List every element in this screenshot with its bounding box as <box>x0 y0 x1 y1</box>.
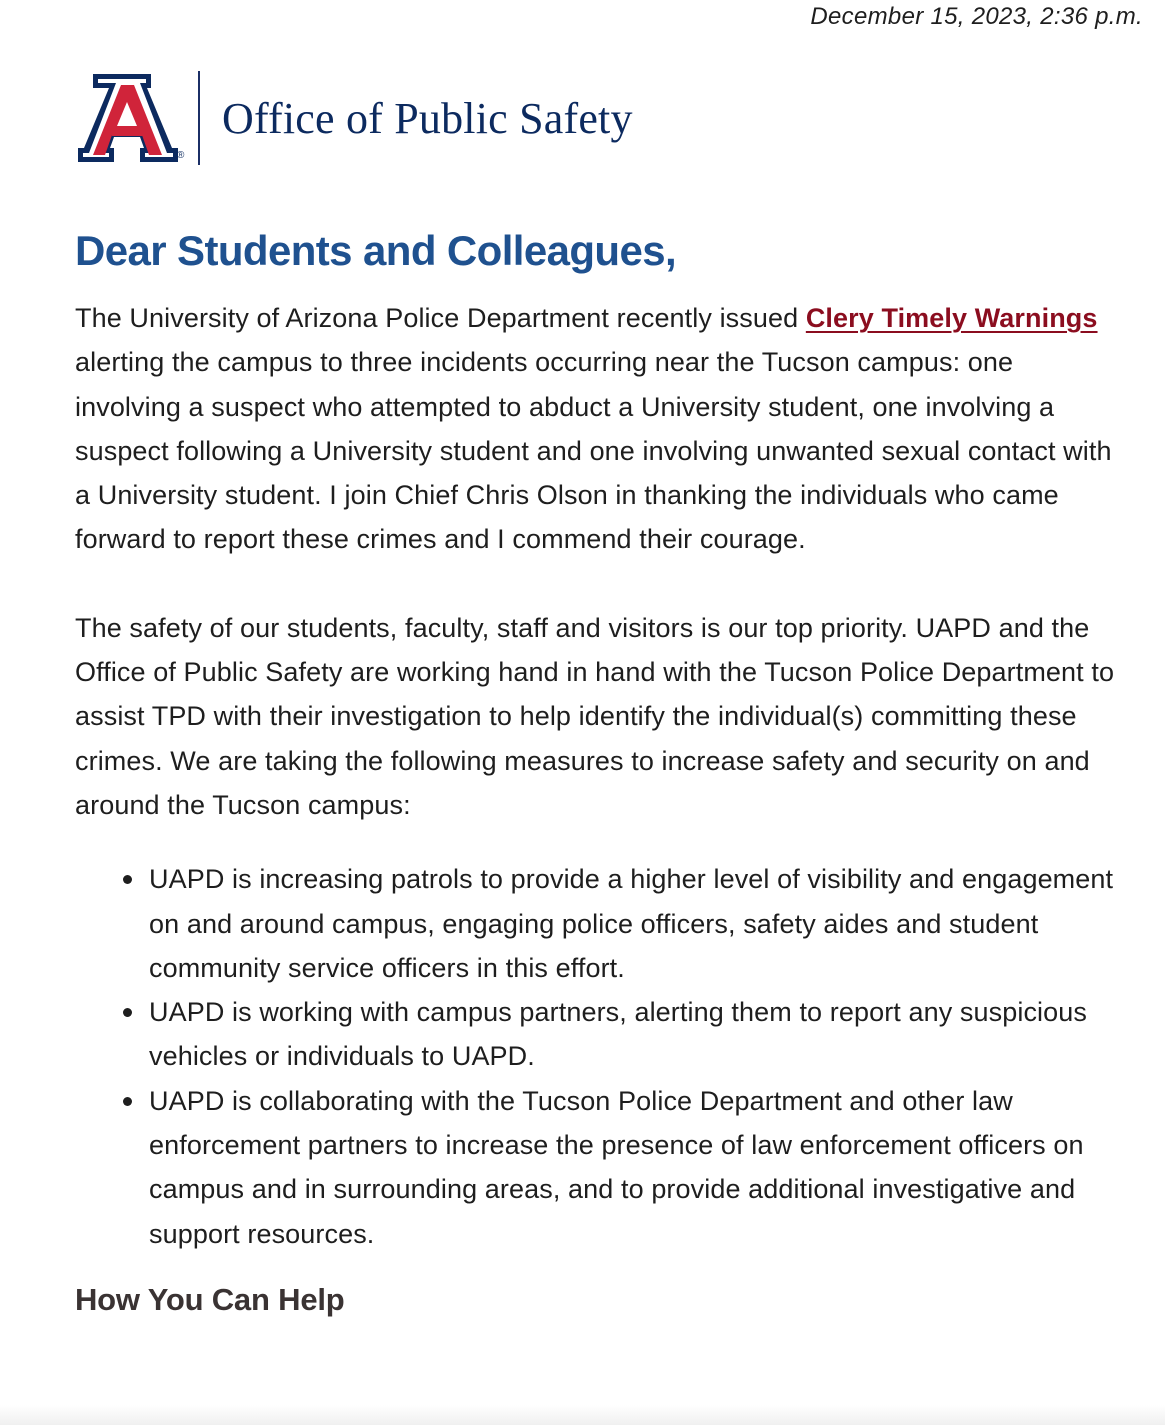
clery-timely-warnings-link[interactable]: Clery Timely Warnings <box>805 303 1098 333</box>
measure-text: UAPD is increasing patrols to provide a higher level of visibility and engagement on and around campus, engaging police officers, safety aides and student community service officers in this effort. <box>149 864 1114 983</box>
paragraph-safety: The safety of our students, faculty, staff and visitors is our top priority. UAPD and the Office of Public Safety are working hand in hand with the Tucson Police Department to assist TPD with their investigation to help identify the individual(s) committing these crimes. We are taking the following measures to increase safety and security on and around the Tucson campus: <box>75 612 1115 820</box>
greeting-heading: Dear Students and Colleagues, <box>75 227 677 274</box>
measures-list <box>75 857 1125 1256</box>
paragraph-incidents-rest: alerting the campus to three incidents occurring near the Tucson campus: one involving a suspect who attempted to abduct a University student, one involving a suspect following a University student and one involving unwanted sexual contact with a University student. I join Chief Chris Olson in thanking the individuals who came forward to report these crimes and I commend their courage. <box>75 347 1112 555</box>
bullet-icon <box>123 1097 132 1106</box>
list-item <box>149 857 1125 990</box>
university-of-arizona-logo-icon <box>76 70 188 166</box>
header <box>76 70 633 166</box>
paragraph-incidents <box>75 296 1125 562</box>
paragraph-incidents-intro: The University of Arizona Police Department recently issued <box>75 303 806 333</box>
office-title: Office of Public Safety <box>222 93 633 143</box>
list-item <box>149 1079 1125 1256</box>
timestamp: December 15, 2023, 2:36 p.m. <box>810 3 1143 30</box>
header-divider <box>198 71 200 165</box>
letter-content <box>75 224 1125 1318</box>
bullet-icon <box>123 875 132 884</box>
registered-mark: ® <box>177 150 185 161</box>
bullet-icon <box>123 1008 132 1017</box>
scroll-fade <box>0 1405 1165 1425</box>
measure-text: UAPD is collaborating with the Tucson Police Department and other law enforcement partners to increase the presence of law enforcement officers on campus and in surrounding areas, and to provide additional investigative and support resources. <box>149 1085 1084 1249</box>
list-item <box>149 990 1125 1079</box>
measure-text: UAPD is working with campus partners, alerting them to report any suspicious vehicles or individuals to UAPD. <box>149 997 1087 1072</box>
how-you-can-help-heading: How You Can Help <box>75 1281 345 1317</box>
